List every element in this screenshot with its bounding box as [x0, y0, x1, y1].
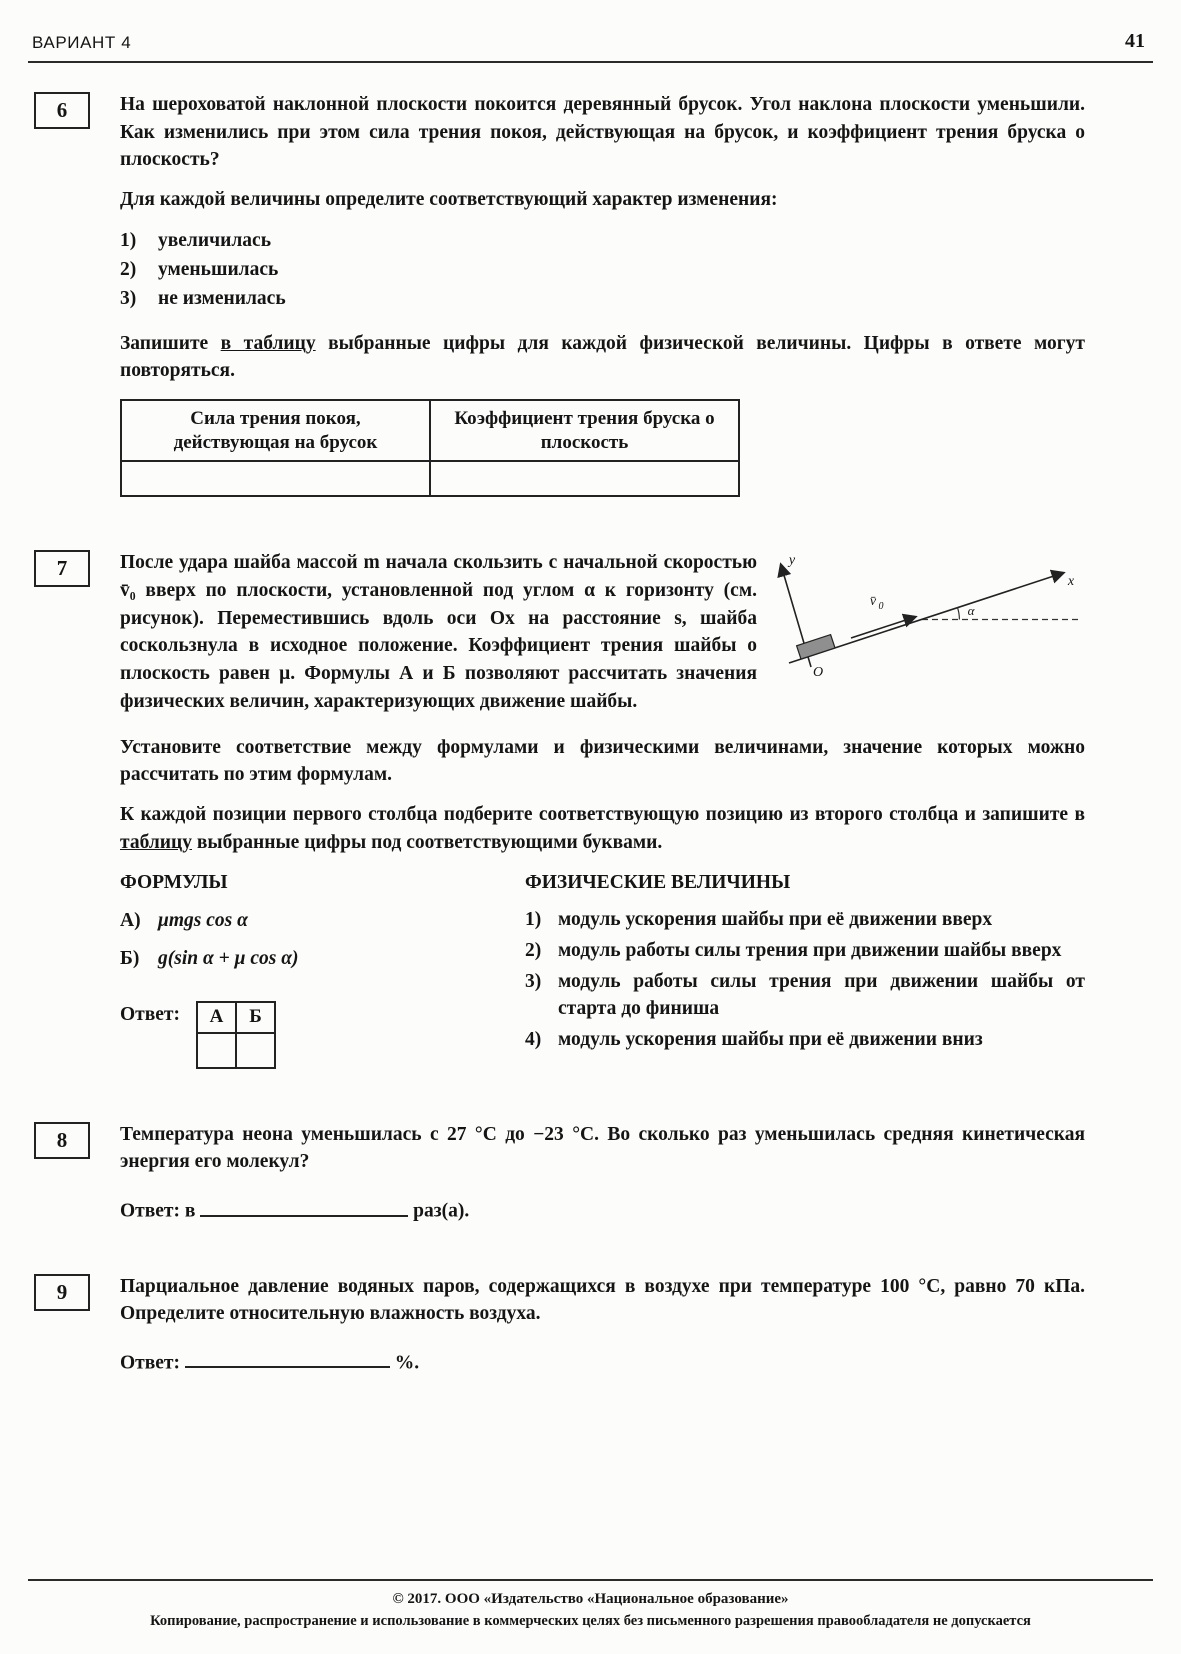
- q6-options: [120, 226, 1085, 314]
- q7-formula-a-label: А): [120, 910, 141, 932]
- x-axis-label: x: [1067, 574, 1075, 590]
- question-9-number: 9: [56, 1279, 68, 1304]
- q6-write-pre: Запишите: [120, 332, 221, 354]
- question-6: [0, 91, 1181, 497]
- q7-formula-b-expression: g(sin α + μ cos α): [158, 947, 299, 969]
- q6-option-1-label: увеличилась: [158, 229, 272, 251]
- q7-match-intro: Установите соответствие между формулами и физическими величинами, значение которых можно рассчитать по этим формулам.: [120, 736, 1085, 786]
- question-8-number-box: [34, 1122, 90, 1159]
- q9-answer-unit: %.: [394, 1352, 420, 1374]
- q7-formulas-column: [120, 872, 525, 1069]
- q6-answer-cell-right[interactable]: [430, 461, 739, 496]
- q7-quantities-header: ФИЗИЧЕСКИЕ ВЕЛИЧИНЫ: [525, 872, 791, 894]
- q7-quantity-4: [525, 1026, 1085, 1054]
- q6-answer-table: [120, 399, 740, 498]
- q8-paragraph: Температура неона уменьшилась с 27 °С до −23 °С. Во сколько раз уменьшилась средняя кинетическая энергия его молекул?: [120, 1123, 1085, 1173]
- q7-quantity-4-number: 4): [525, 1029, 542, 1050]
- q7-formulas-header: ФОРМУЛЫ: [120, 872, 228, 894]
- q6-table-header-friction-coefficient: Коэффициент трения бруска о плоскость: [430, 400, 739, 462]
- q6-table-header-row: [121, 400, 739, 462]
- q6-write-underlined: в таблицу: [220, 332, 316, 354]
- q8-answer-unit: раз(а).: [413, 1200, 470, 1222]
- q7-figure-inclined-plane: [775, 549, 1085, 689]
- q7-formula-a: [120, 906, 525, 935]
- footer-legal-notice: Копирование, распространение и использование в коммерческих целях без письменного разрешения правообладателя не допускается: [150, 1613, 1031, 1629]
- q7-quantity-2: [525, 937, 1085, 965]
- q7-answer-table: [196, 1001, 276, 1069]
- q7-match-instruction: [120, 801, 1085, 856]
- q6-option-2-label: уменьшилась: [158, 259, 279, 280]
- page-footer: [28, 1579, 1153, 1630]
- q7-answer-cell-b[interactable]: [236, 1033, 275, 1068]
- initial-velocity-vector: [851, 617, 915, 638]
- q7-quantity-4-text: модуль ускорения шайбы при её движении вниз: [558, 1029, 983, 1050]
- q7-quantity-3-number: 3): [525, 970, 542, 992]
- q7-quantity-1-text: модуль ускорения шайбы при её движении вверх: [558, 909, 993, 931]
- q7-diagram-svg: [775, 549, 1085, 689]
- q7-answer-col-b: Б: [236, 1002, 275, 1033]
- q7-answer-label: Ответ:: [120, 1003, 181, 1025]
- q9-answer-line: [120, 1348, 1085, 1374]
- q6-paragraph: На шероховатой наклонной плоскости покоится деревянный брусок. Угол наклона плоскости уменьшили. Как изменились при этом сила трения покоя, действующая на брусок, и коэффициент трения бруска о плоскость?: [120, 94, 1085, 171]
- q6-option-3-number: 3): [120, 288, 137, 310]
- question-6-number: 6: [56, 98, 68, 122]
- velocity-label: v̄: [869, 594, 877, 610]
- question-7-number: 7: [56, 556, 68, 581]
- q7-answer-row: [120, 1001, 525, 1069]
- q7-paragraph: После удара шайба массой m начала скользить с начальной скоростью v̄₀ вверх по плоскости, установленной под углом α к горизонту (см. рисунок). Переместившись вдоль оси Ox на расстояние s, шайба соскользнула в исходное положение. Коэффициент трения шайбы о плоскость равен μ. Формулы А и Б позволяют рассчитать значения физических величин, характеризующих движение шайбы.: [120, 552, 757, 712]
- q7-answer-col-a: А: [197, 1002, 236, 1033]
- footer-copyright: © 2017. ООО «Издательство «Национальное образование»: [392, 1591, 789, 1607]
- page-header: [28, 0, 1153, 63]
- q6-option-2: [120, 255, 1085, 284]
- q6-instruction: Для каждой величины определите соответствующий характер изменения:: [120, 189, 778, 211]
- q7-instr-underlined: таблицу: [120, 831, 192, 853]
- q6-option-2-number: 2): [120, 259, 137, 280]
- q7-quantity-3: [525, 968, 1085, 1023]
- q7-formula-b: [120, 944, 525, 973]
- question-9: [0, 1273, 1181, 1375]
- q7-intro-block: [120, 549, 1085, 727]
- q8-answer-label: Ответ: в: [120, 1200, 196, 1222]
- q6-write-instruction: [120, 330, 1085, 385]
- q7-quantity-1: [525, 906, 1085, 934]
- q7-formula-b-label: Б): [120, 947, 140, 969]
- question-8-number: 8: [56, 1127, 68, 1152]
- variant-label: ВАРИАНТ 4: [32, 33, 132, 52]
- q7-match-columns: [120, 872, 1085, 1069]
- q6-option-1-number: 1): [120, 229, 137, 251]
- q7-answer-cells-row: [197, 1033, 275, 1068]
- q7-instr-post: выбранные цифры под соответствующими буквами.: [192, 831, 663, 853]
- q9-answer-label: Ответ:: [120, 1352, 181, 1374]
- question-8: [0, 1121, 1181, 1223]
- q6-answer-cell-left[interactable]: [121, 461, 430, 496]
- q7-instr-pre: К каждой позиции первого столбца подберите соответствующую позицию из второго столбца и запишите в: [120, 803, 1085, 825]
- question-7-number-box: [34, 550, 90, 587]
- q7-quantities-column: [525, 872, 1085, 1069]
- q7-quantity-3-text: модуль работы силы трения при движении шайбы от старта до финиша: [558, 970, 1085, 1020]
- velocity-label-subscript: 0: [878, 601, 884, 613]
- q7-answer-cell-a[interactable]: [197, 1033, 236, 1068]
- q7-answer-header-row: [197, 1002, 275, 1033]
- question-7: [0, 549, 1181, 1068]
- q7-quantity-2-number: 2): [525, 939, 542, 961]
- q9-answer-blank[interactable]: [185, 1348, 390, 1368]
- alpha-angle-arc: [958, 608, 960, 620]
- q6-option-3: [120, 284, 1085, 313]
- question-6-number-box: [34, 92, 90, 129]
- page-number: 41: [1125, 30, 1145, 52]
- q6-table-header-friction-force: Сила трения покоя, действующая на брусок: [121, 400, 430, 462]
- origin-label: O: [812, 665, 824, 681]
- q6-option-1: [120, 226, 1085, 255]
- y-axis-label: y: [788, 553, 796, 569]
- q6-table-answer-row: [121, 461, 739, 496]
- q7-formula-a-expression: μmgs cos α: [158, 910, 248, 932]
- q8-answer-blank[interactable]: [200, 1196, 408, 1216]
- q6-write-post: выбранные цифры для каждой физической величины. Цифры в ответе могут повторяться.: [120, 332, 1085, 382]
- q9-paragraph: Парциальное давление водяных паров, содержащихся в воздухе при температуре 100 °С, равно 70 кПа. Определите относительную влажность воздуха.: [120, 1275, 1085, 1325]
- q7-quantity-2-text: модуль работы силы трения при движении шайбы вверх: [558, 939, 1062, 961]
- q8-answer-line: [120, 1196, 1085, 1222]
- alpha-angle-label: α: [967, 603, 975, 619]
- q6-option-3-label: не изменилась: [158, 288, 286, 310]
- q7-quantity-1-number: 1): [525, 909, 542, 931]
- question-9-number-box: [34, 1274, 90, 1311]
